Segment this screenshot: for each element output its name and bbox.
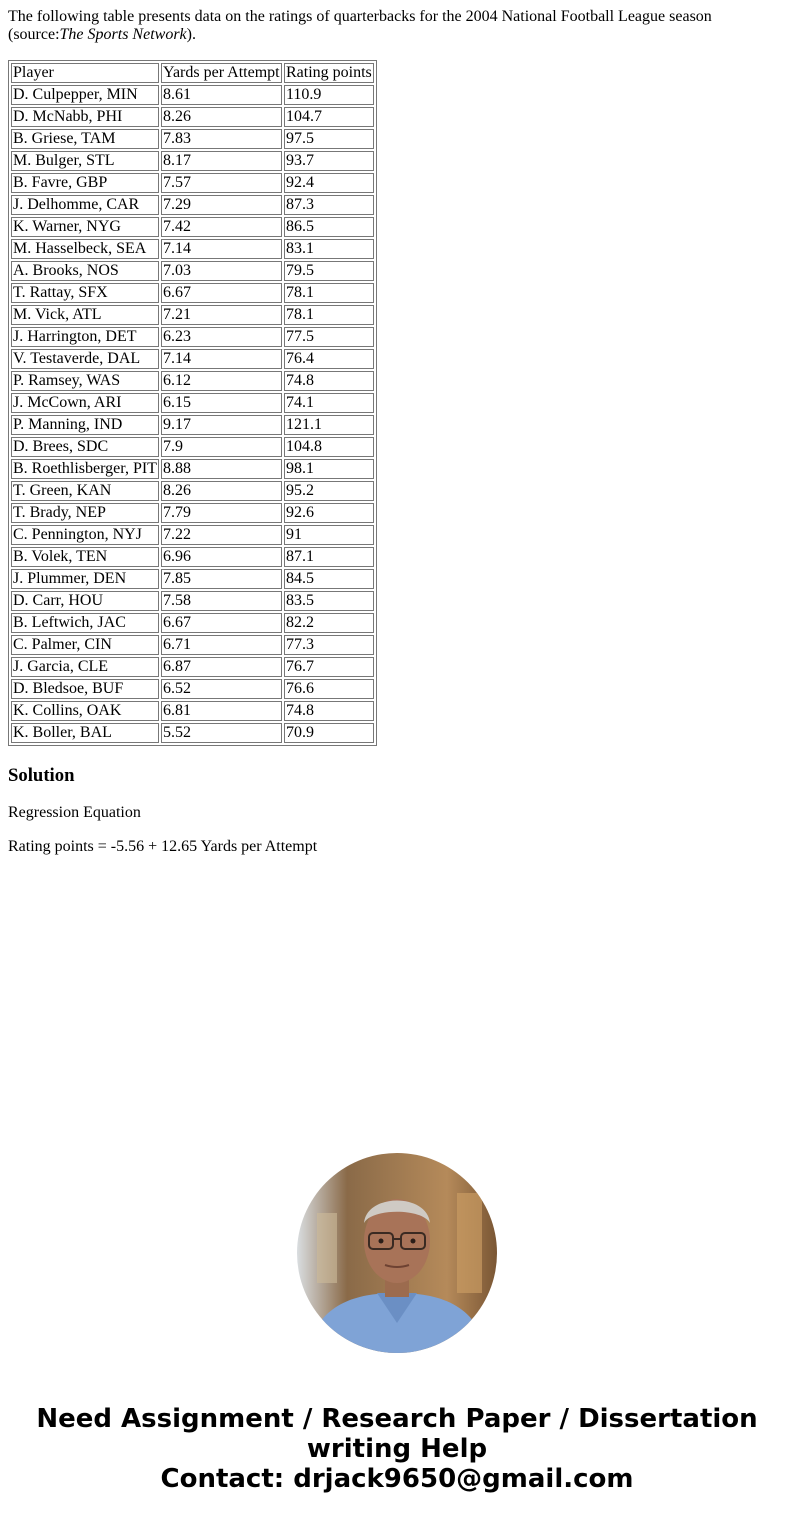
cell-rating-points: 77.3	[284, 635, 374, 655]
table-row	[11, 547, 374, 567]
table-row	[11, 283, 374, 303]
cell-rating-points: 83.5	[284, 591, 374, 611]
cell-rating-points: 86.5	[284, 217, 374, 237]
cell-rating-points: 82.2	[284, 613, 374, 633]
cell-player: A. Brooks, NOS	[11, 261, 159, 281]
table-row	[11, 129, 374, 149]
cell-rating-points: 110.9	[284, 85, 374, 105]
intro-text-end: ).	[186, 26, 196, 43]
table-body	[11, 85, 374, 743]
cell-player: B. Volek, TEN	[11, 547, 159, 567]
cell-yards-per-attempt: 6.12	[161, 371, 282, 391]
cell-yards-per-attempt: 7.42	[161, 217, 282, 237]
cell-rating-points: 84.5	[284, 569, 374, 589]
cell-rating-points: 76.7	[284, 657, 374, 677]
table-row	[11, 459, 374, 479]
cell-player: M. Bulger, STL	[11, 151, 159, 171]
cell-player: C. Palmer, CIN	[11, 635, 159, 655]
regression-title: Regression Equation	[8, 804, 141, 821]
cell-yards-per-attempt: 6.96	[161, 547, 282, 567]
table-row	[11, 173, 374, 193]
cell-yards-per-attempt: 6.71	[161, 635, 282, 655]
cell-player: M. Vick, ATL	[11, 305, 159, 325]
cell-rating-points: 87.3	[284, 195, 374, 215]
table-header-row	[11, 63, 374, 83]
cell-player: D. Brees, SDC	[11, 437, 159, 457]
intro-text: The following table presents data on the ratings of quarterbacks for the 2004 National Football League season (source:	[8, 8, 712, 43]
cell-player: P. Manning, IND	[11, 415, 159, 435]
cell-player: V. Testaverde, DAL	[11, 349, 159, 369]
table-row	[11, 481, 374, 501]
cell-rating-points: 93.7	[284, 151, 374, 171]
cell-yards-per-attempt: 8.88	[161, 459, 282, 479]
cell-yards-per-attempt: 8.26	[161, 107, 282, 127]
cell-rating-points: 76.4	[284, 349, 374, 369]
cell-rating-points: 121.1	[284, 415, 374, 435]
cell-yards-per-attempt: 6.67	[161, 613, 282, 633]
table-row	[11, 657, 374, 677]
cell-yards-per-attempt: 6.67	[161, 283, 282, 303]
cell-rating-points: 91	[284, 525, 374, 545]
cell-player: T. Green, KAN	[11, 481, 159, 501]
table-row	[11, 437, 374, 457]
cell-yards-per-attempt: 6.52	[161, 679, 282, 699]
cell-rating-points: 104.7	[284, 107, 374, 127]
cell-rating-points: 95.2	[284, 481, 374, 501]
cell-yards-per-attempt: 7.57	[161, 173, 282, 193]
cell-player: D. Bledsoe, BUF	[11, 679, 159, 699]
cell-yards-per-attempt: 7.14	[161, 349, 282, 369]
cell-player: K. Boller, BAL	[11, 723, 159, 743]
header-player: Player	[11, 63, 159, 83]
cell-player: P. Ramsey, WAS	[11, 371, 159, 391]
cell-rating-points: 87.1	[284, 547, 374, 567]
solution-heading: Solution	[8, 765, 75, 786]
promo-line-2: writing Help	[306, 1434, 488, 1464]
cell-yards-per-attempt: 7.83	[161, 129, 282, 149]
cell-yards-per-attempt: 7.03	[161, 261, 282, 281]
table-row	[11, 679, 374, 699]
table-row	[11, 613, 374, 633]
intro-paragraph	[8, 8, 778, 44]
cell-rating-points: 78.1	[284, 283, 374, 303]
table-row	[11, 217, 374, 237]
table-row	[11, 85, 374, 105]
cell-yards-per-attempt: 7.9	[161, 437, 282, 457]
table-row	[11, 635, 374, 655]
cell-yards-per-attempt: 8.61	[161, 85, 282, 105]
cell-yards-per-attempt: 9.17	[161, 415, 282, 435]
cell-player: B. Leftwich, JAC	[11, 613, 159, 633]
cell-rating-points: 83.1	[284, 239, 374, 259]
cell-yards-per-attempt: 8.26	[161, 481, 282, 501]
table-row	[11, 151, 374, 171]
table-row	[11, 107, 374, 127]
cell-yards-per-attempt: 5.52	[161, 723, 282, 743]
table-row	[11, 591, 374, 611]
cell-rating-points: 92.6	[284, 503, 374, 523]
cell-player: C. Pennington, NYJ	[11, 525, 159, 545]
cell-rating-points: 79.5	[284, 261, 374, 281]
table-row	[11, 305, 374, 325]
table-row	[11, 349, 374, 369]
cell-player: J. Delhomme, CAR	[11, 195, 159, 215]
table-row	[11, 371, 374, 391]
table-row	[11, 701, 374, 721]
cell-yards-per-attempt: 7.85	[161, 569, 282, 589]
cell-yards-per-attempt: 7.21	[161, 305, 282, 325]
cell-player: B. Griese, TAM	[11, 129, 159, 149]
cell-rating-points: 74.8	[284, 701, 374, 721]
table-row	[11, 503, 374, 523]
cell-yards-per-attempt: 6.87	[161, 657, 282, 677]
cell-yards-per-attempt: 8.17	[161, 151, 282, 171]
cell-rating-points: 74.8	[284, 371, 374, 391]
table-row	[11, 195, 374, 215]
cell-yards-per-attempt: 7.22	[161, 525, 282, 545]
cell-player: J. Plummer, DEN	[11, 569, 159, 589]
cell-player: D. Carr, HOU	[11, 591, 159, 611]
author-photo	[297, 1153, 497, 1353]
cell-rating-points: 74.1	[284, 393, 374, 413]
cell-player: K. Warner, NYG	[11, 217, 159, 237]
table-row	[11, 415, 374, 435]
cell-player: D. McNabb, PHI	[11, 107, 159, 127]
cell-player: B. Roethlisberger, PIT	[11, 459, 159, 479]
cell-yards-per-attempt: 7.29	[161, 195, 282, 215]
cell-player: B. Favre, GBP	[11, 173, 159, 193]
table-row	[11, 239, 374, 259]
cell-player: J. Garcia, CLE	[11, 657, 159, 677]
cell-player: K. Collins, OAK	[11, 701, 159, 721]
cell-yards-per-attempt: 7.79	[161, 503, 282, 523]
cell-player: D. Culpepper, MIN	[11, 85, 159, 105]
promo-line-1: Need Assignment / Research Paper / Dissertation	[36, 1404, 758, 1434]
table-row	[11, 525, 374, 545]
cell-rating-points: 98.1	[284, 459, 374, 479]
cell-rating-points: 70.9	[284, 723, 374, 743]
cell-yards-per-attempt: 6.23	[161, 327, 282, 347]
cell-player: J. McCown, ARI	[11, 393, 159, 413]
quarterback-ratings-table	[8, 60, 377, 746]
table-row	[11, 261, 374, 281]
cell-rating-points: 77.5	[284, 327, 374, 347]
cell-yards-per-attempt: 6.15	[161, 393, 282, 413]
cell-yards-per-attempt: 7.58	[161, 591, 282, 611]
table-row	[11, 723, 374, 743]
table-row	[11, 327, 374, 347]
cell-player: T. Brady, NEP	[11, 503, 159, 523]
intro-source: The Sports Network	[59, 26, 187, 43]
regression-equation: Rating points = -5.56 + 12.65 Yards per Attempt	[8, 838, 318, 855]
cell-rating-points: 78.1	[284, 305, 374, 325]
cell-player: M. Hasselbeck, SEA	[11, 239, 159, 259]
header-yards-per-attempt: Yards per Attempt	[161, 63, 282, 83]
cell-yards-per-attempt: 6.81	[161, 701, 282, 721]
header-rating-points: Rating points	[284, 63, 374, 83]
table-row	[11, 569, 374, 589]
person-portrait-icon	[297, 1153, 497, 1353]
promo-contact: Contact: drjack9650@gmail.com	[160, 1464, 634, 1494]
cell-rating-points: 76.6	[284, 679, 374, 699]
cell-rating-points: 92.4	[284, 173, 374, 193]
table-row	[11, 393, 374, 413]
cell-rating-points: 104.8	[284, 437, 374, 457]
cell-yards-per-attempt: 7.14	[161, 239, 282, 259]
cell-rating-points: 97.5	[284, 129, 374, 149]
cell-player: J. Harrington, DET	[11, 327, 159, 347]
promo-banner	[0, 1404, 794, 1494]
cell-player: T. Rattay, SFX	[11, 283, 159, 303]
